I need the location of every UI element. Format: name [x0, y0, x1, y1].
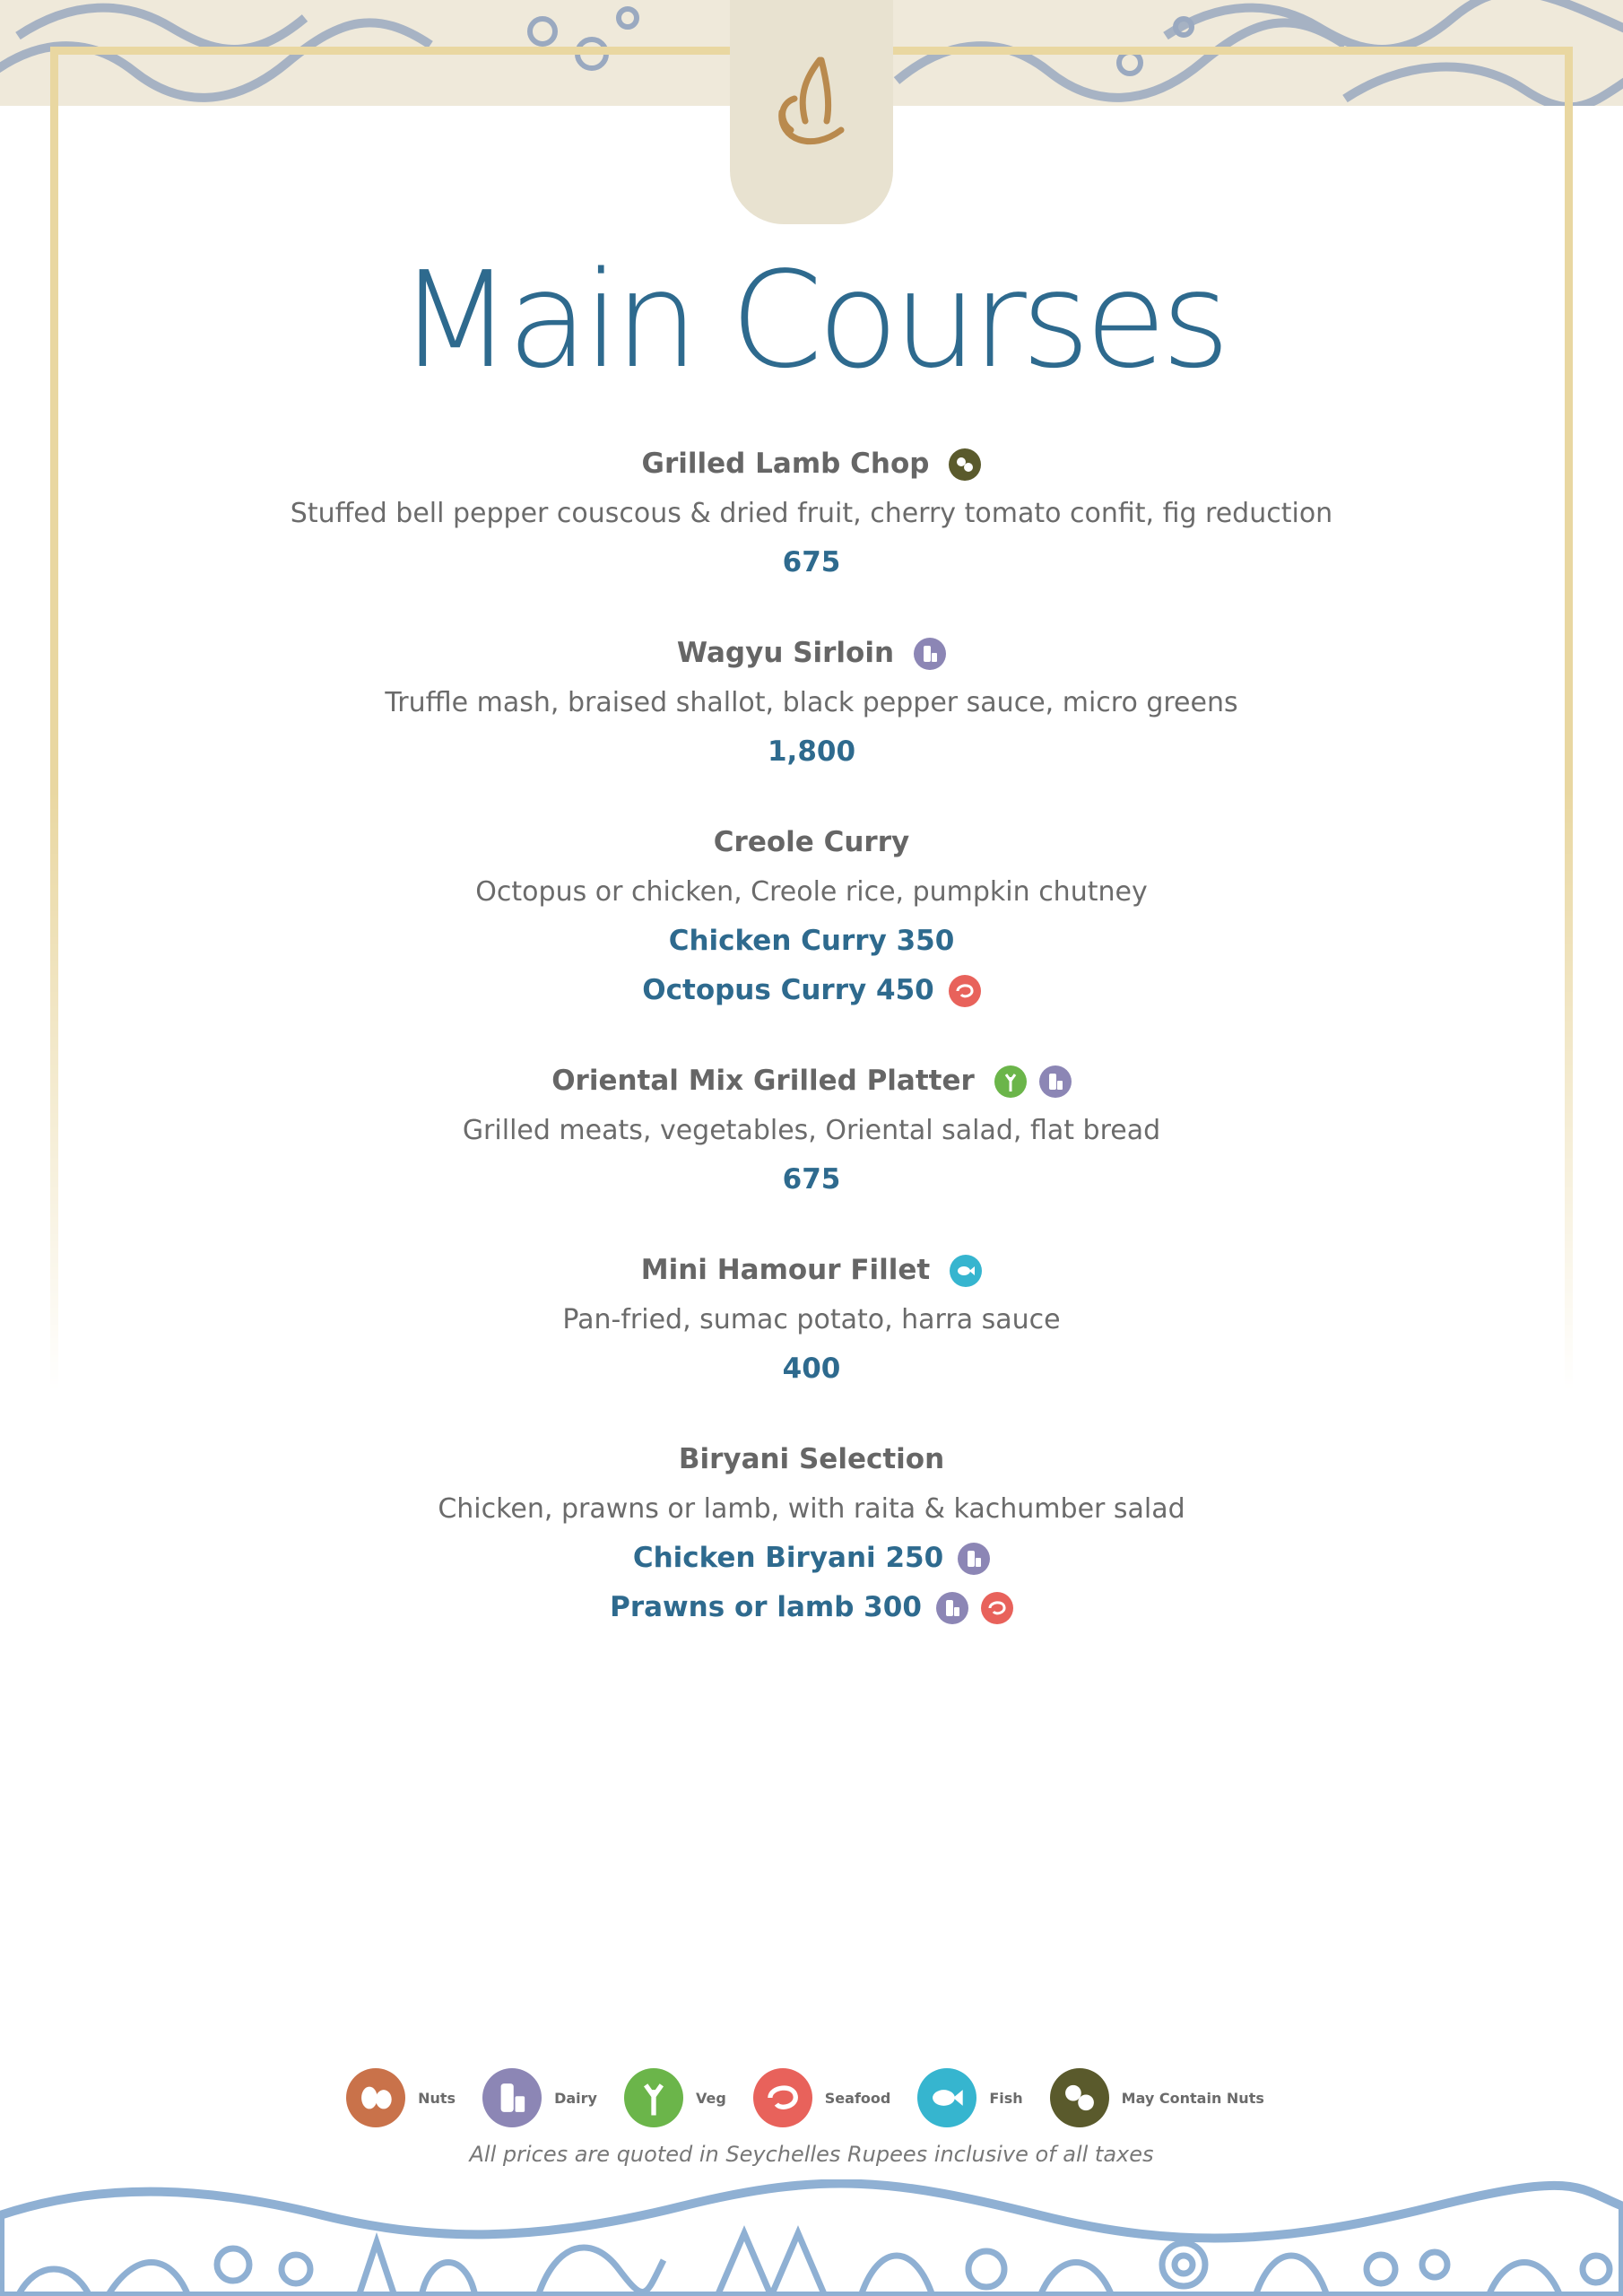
- nuts-icon: [346, 2068, 405, 2127]
- legend-label: Fish: [989, 2089, 1023, 2107]
- dish-description: Octopus or chicken, Creole rice, pumpkin chutney: [475, 876, 1148, 908]
- dish-item: [0, 818, 1623, 1015]
- legend-label: Seafood: [824, 2089, 891, 2107]
- seafood-icon: [753, 2068, 812, 2127]
- dish-name: Creole Curry: [713, 826, 910, 858]
- dish-name: Wagyu Sirloin: [676, 637, 895, 669]
- logo-tab: [730, 0, 893, 224]
- dish-name: Grilled Lamb Chop: [641, 448, 930, 480]
- dairy-icon: [914, 638, 946, 670]
- seafood-icon: [981, 1592, 1013, 1624]
- dish-price: Prawns or lamb 300: [610, 1591, 922, 1623]
- fish-icon: [950, 1255, 982, 1287]
- dish-allergen-icons: [994, 1065, 1072, 1098]
- dish-item: [0, 1435, 1623, 1632]
- dish-price-row: [0, 1534, 1623, 1583]
- dish-price-row: [0, 966, 1623, 1015]
- dish-price: 675: [782, 546, 841, 578]
- price-note: All prices are quoted in Seychelles Rupees inclusive of all taxes: [469, 2142, 1154, 2167]
- dish-price: Chicken Curry 350: [668, 925, 955, 957]
- legend-label: Veg: [695, 2089, 726, 2107]
- seafood-icon: [949, 975, 981, 1007]
- dish-name: Oriental Mix Grilled Platter: [551, 1065, 975, 1097]
- dish-name-row: [0, 818, 1623, 867]
- dairy-icon: [936, 1592, 968, 1624]
- legend-item-veg: [624, 2068, 739, 2127]
- dish-price: 1,800: [767, 735, 856, 768]
- dish-price-row: [0, 917, 1623, 966]
- dish-name: Biryani Selection: [678, 1443, 945, 1475]
- may-contain-nuts-icon: [1050, 2068, 1109, 2127]
- dish-description: Stuffed bell pepper couscous & dried fruit, cherry tomato confit, fig reduction: [290, 498, 1333, 529]
- dish-item: [0, 439, 1623, 587]
- legend-item-seafood: [753, 2068, 904, 2127]
- legend-item-fish: [917, 2068, 1035, 2127]
- dish-price: Octopus Curry 450: [642, 974, 934, 1006]
- dish-allergen-icons: [950, 1255, 982, 1287]
- dish-price-row: [0, 538, 1623, 587]
- dish-name: Mini Hamour Fillet: [640, 1254, 931, 1286]
- dairy-icon: [482, 2068, 542, 2127]
- dish-price: 675: [782, 1163, 841, 1196]
- dish-price: Chicken Biryani 250: [632, 1542, 944, 1574]
- dish-item: [0, 1246, 1623, 1394]
- dish-price-row: [0, 1344, 1623, 1394]
- allergen-legend: [0, 2068, 1623, 2127]
- legend-label: Nuts: [418, 2089, 456, 2107]
- price-allergen-icons: [949, 975, 981, 1007]
- dish-item: [0, 629, 1623, 777]
- dish-price-row: [0, 1155, 1623, 1205]
- dish-price: 400: [782, 1352, 841, 1385]
- bottom-wave-pattern: [0, 2179, 1623, 2296]
- dish-name-row: [0, 629, 1623, 678]
- veg-icon: [624, 2068, 683, 2127]
- dish-description: Chicken, prawns or lamb, with raita & kachumber salad: [438, 1493, 1185, 1525]
- legend-item-dairy: [482, 2068, 610, 2127]
- dish-description: Grilled meats, vegetables, Oriental salad, flat bread: [462, 1115, 1161, 1146]
- legend-label: May Contain Nuts: [1121, 2089, 1264, 2107]
- price-allergen-icons: [958, 1543, 990, 1575]
- dish-description: Pan-fried, sumac potato, harra sauce: [562, 1304, 1061, 1335]
- may-contain-nuts-icon: [949, 448, 981, 481]
- dish-item: [0, 1057, 1623, 1205]
- legend-item-nuts: [346, 2068, 468, 2127]
- legend-item-may-contain-nuts: [1050, 2068, 1277, 2127]
- dish-name-row: [0, 1057, 1623, 1106]
- dairy-icon: [958, 1543, 990, 1575]
- dish-price-row: [0, 1583, 1623, 1632]
- dish-allergen-icons: [914, 638, 946, 670]
- fish-icon: [917, 2068, 976, 2127]
- dairy-icon: [1039, 1065, 1072, 1098]
- dish-price-row: [0, 727, 1623, 777]
- sailboat-logo-icon: [771, 49, 852, 157]
- dish-name-row: [0, 1246, 1623, 1295]
- legend-label: Dairy: [554, 2089, 597, 2107]
- price-allergen-icons: [936, 1592, 1013, 1624]
- page-title: Main Courses: [397, 243, 1226, 397]
- menu-list: [0, 439, 1623, 1674]
- dish-name-row: [0, 1435, 1623, 1484]
- veg-icon: [994, 1065, 1027, 1098]
- dish-name-row: [0, 439, 1623, 489]
- dish-allergen-icons: [949, 448, 981, 481]
- dish-description: Truffle mash, braised shallot, black pepper sauce, micro greens: [385, 687, 1238, 718]
